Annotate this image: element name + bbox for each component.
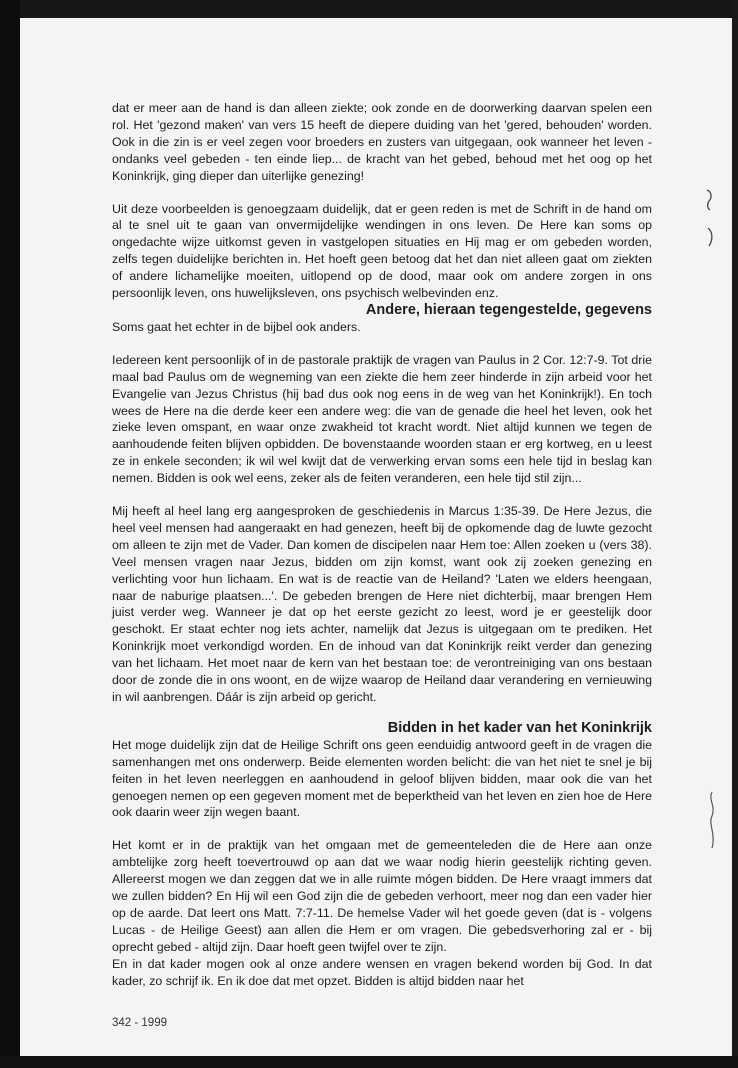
scan-right-border <box>732 0 738 1068</box>
article-body <box>112 100 652 990</box>
section-heading: Andere, hieraan tegengestelde, gegevens <box>365 301 652 318</box>
scan-bottom-border <box>0 1056 738 1068</box>
paragraph: Iedereen kent persoonlijk of in de pastorale praktijk de vragen van Paulus in 2 Cor. 12:7-9. Tot drie maal bad Paulus om de wegneming van een ziekte die hem zeer hinderde in zijn arbeid voor het Evangelie van Jezus Christus (hij bad dus ook nog eens in de weg van het Koninkrijk!). En toch wees de Here na die derde keer een andere weg: die van de genade die heel het leven, ook het zieke leven omspant, en waar onze zwakheid tot kracht wordt. Niet altijd kunnen we tegen de aanhoudende feiten blijven opbidden. De bovenstaande woorden staan er erg kortweg, en u leest ze in enkele seconden; ik wil wel kwijt dat de verwerking ervan soms een hele tijd in beslag kan nemen. Bidden is ook wel eens, zeker als de feiten veranderen, een hele tijd stil zijn... <box>112 352 652 486</box>
scan-top-border <box>0 0 738 18</box>
binding-mark-icon <box>703 188 717 254</box>
scan-left-border <box>0 0 20 1068</box>
paragraph: Mij heeft al heel lang erg aangesproken de geschiedenis in Marcus 1:35-39. De Here Jezus, die heel veel mensen had aangeraakt en had genezen, heeft bij de opkomende dag de luwte gezocht om alleen te zijn met de Vader. Dan komen de discipelen naar Hem toe: Allen zoeken u (vers 38). Veel mensen vragen naar Jezus, bidden om zijn komst, want ook zij zoeken genezing en verlichting voor hun lichaam. En wat is de reactie van de Heiland? 'Laten we elders heengaan, naar de naburige plaatsen...'. De gebeden brengen de Here niet dichterbij, maar brengen Hem juist verder weg. Wanneer je dat op het eerste gezicht zo leest, word je er geestelijk door geschokt. Er staat echter nog iets achter, namelijk dat Jezus is uitgegaan om te prediken. Het Koninkrijk moet verkondigd worden. En de inhoud van dat Koninkrijk reikt verder dan genezing van het lichaam. Het moet naar de kern van het bestaan toe: de verontreiniging van ons bestaan door de zonde die in ons woont, en de wijze waarop de Heiland daar verandering en vernieuwing in wil aanbrengen. Dáár is zijn arbeid op gericht. <box>112 504 652 704</box>
binding-mark-icon <box>706 790 720 852</box>
section-heading: Bidden in het kader van het Koninkrijk <box>387 719 652 736</box>
paragraph: Soms gaat het echter in de bijbel ook anders. <box>112 319 361 334</box>
page-number: 342 - 1999 <box>112 1017 167 1029</box>
paragraph: Het komt er in de praktijk van het omgaan met de gemeenteleden die de Here aan onze ambtelijke zorg heeft toevertrouwd op aan dat we waar nodig hierin geestelijk richting geven. Allereerst mogen we dan zeggen dat we in alle ruimte mógen bidden. De Here vraagt immers dat we zullen bidden? En Hij wil een God zijn die de gebeden verhoort, meer nog dan een vader hier op de aarde. Dat leert ons Matt. 7:7-11. De hemelse Vader wil het goede geven (dat is - volgens Lucas - de Heilige Geest) aan allen die Hem er om vragen. Die gebedsverhoring zal er - bij oprecht gebed - altijd zijn. Daar hoeft geen twijfel over te zijn. <box>112 838 652 954</box>
paragraph: En in dat kader mogen ook al onze andere wensen en vragen bekend worden bij God. In dat kader, zo schrijf ik. En ik doe dat met opzet. Bidden is altijd bidden naar het <box>112 956 652 988</box>
paragraph: Uit deze voorbeelden is genoegzaam duidelijk, dat er geen reden is met de Schrift in de hand om al te snel uit te gaan van onvermijdelijke wendingen in ons leven. De Here kan soms op ongedachte wijze uitkomst geven in vastgelopen situaties en Hij mag er om gebeden worden, zelfs tegen duidelijke berichten in. Het hoeft geen betoog dat het dan niet alleen gaat om ziekten of andere lichamelijke moeiten, uitlopend op de dood, maar ook om andere zorgen in ons persoonlijk leven, ons huwelijksleven, ons psychisch welbevinden enz. <box>112 201 652 301</box>
paragraph: Het moge duidelijk zijn dat de Heilige Schrift ons geen eenduidig antwoord geeft in de vragen die samenhangen met ons onderwerp. Beide elementen worden belicht: die van het niet te snel je bij feiten in het leven neerleggen en aanhoudend in geloof blijven bidden, maar ook die van het genoegen nemen op een gegeven moment met de beperktheid van het leven en zien hoe de Here ook daarin weer zijn wegen baant. <box>112 737 652 820</box>
paragraph: dat er meer aan de hand is dan alleen ziekte; ook zonde en de doorwerking daarvan spelen een rol. Het 'gezond maken' van vers 15 heeft de diepere duiding van het 'gered, behouden' worden. Ook in die zin is er veel zegen voor broeders en zusters van uitgegaan, ook wanneer het leven - ondanks veel gebeden - ten einde liep... de kracht van het gebed, behoud met het oog op het Koninkrijk, ging dieper dan uiterlijke genezing! <box>112 101 652 183</box>
